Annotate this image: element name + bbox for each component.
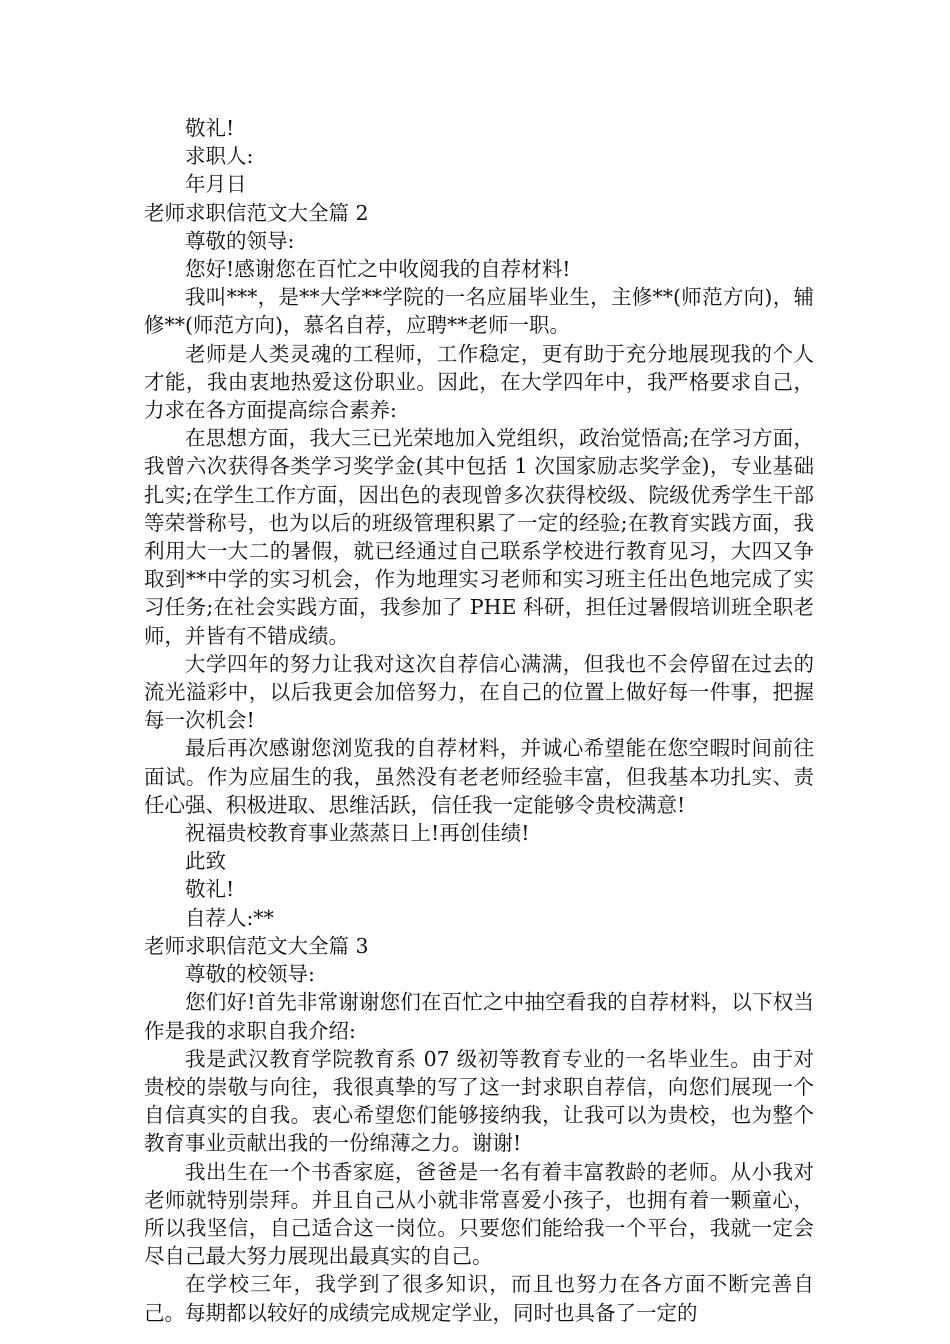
section-heading-3: 老师求职信范文大全篇 3 bbox=[144, 933, 369, 958]
signature-line: 自荐人:** bbox=[185, 905, 274, 930]
greeting: 您好!感谢您在百忙之中收阅我的自荐材料! bbox=[185, 257, 571, 282]
document-page bbox=[144, 114, 814, 1327]
body-paragraph: 您们好!首先非常谢谢您们在百忙之中抽空看我的自荐材料，以下权当作是我的求职自我介绍: bbox=[144, 990, 814, 1043]
closing-phrase: 此致 bbox=[185, 849, 226, 874]
body-paragraph: 我叫***，是**大学**学院的一名应届毕业生，主修**(师范方向)，辅修**(师范方向)，慕名自荐，应聘**老师一职。 bbox=[144, 285, 814, 338]
body-paragraph: 在思想方面，我大三已光荣地加入党组织，政治觉悟高;在学习方面，我曾六次获得各类学习奖学金(其中包括 1 次国家励志奖学金)，专业基础扎实;在学生工作方面，因出色的表现曾多次获得校级、院级优秀学生干部等荣誉称号，也为以后的班级管理积累了一定的经验;在教育实践方面，我利用大一大二的暑假，就已经通过自己联系学校进行教育见习，大四又争取到**中学的实习机会，作为地理实习老师和实习班主任出色地完成了实习任务;在社会实践方面，我参加了 PHE 科研，担任过暑假培训班全职老师，并皆有不错成绩。 bbox=[144, 426, 814, 648]
body-paragraph: 我出生在一个书香家庭，爸爸是一名有着丰富教龄的老师。从小我对老师就特别崇拜。并且自己从小就非常喜爱小孩子，也拥有着一颗童心，所以我坚信，自己适合这一岗位。只要您们能给我一个平台，我就一定会尽自己最大努力展现出最真实的自己。 bbox=[144, 1159, 814, 1269]
applicant-label: 求职人: bbox=[185, 144, 254, 169]
closing-salute: 敬礼! bbox=[185, 116, 235, 140]
body-paragraph: 大学四年的努力让我对这次自荐信心满满，但我也不会停留在过去的流光溢彩中，以后我更会加倍努力，在自己的位置上做好每一件事，把握每一次机会! bbox=[144, 651, 814, 733]
body-paragraph: 我是武汉教育学院教育系 07 级初等教育专业的一名毕业生。由于对贵校的崇敬与向往，我很真挚的写了这一封求职自荐信，向您们展现一个自信真实的自我。衷心希望您们能够接纳我，让我可以为贵校，也为整个教育事业贡献出我的一份绵薄之力。谢谢! bbox=[144, 1046, 814, 1156]
body-paragraph: 老师是人类灵魂的工程师，工作稳定，更有助于充分地展现我的个人才能，我由衷地热爱这份职业。因此，在大学四年中，我严格要求自己，力求在各方面提高综合素养: bbox=[144, 341, 814, 423]
salutation: 尊敬的校领导: bbox=[185, 962, 315, 987]
body-paragraph: 在学校三年，我学到了很多知识，而且也努力在各方面不断完善自己。每期都以较好的成绩完成规定学业，同时也具备了一定的 bbox=[144, 1272, 814, 1325]
date-line: 年月日 bbox=[185, 172, 247, 197]
wishes-line: 祝福贵校教育事业蒸蒸日上!再创佳绩! bbox=[185, 821, 530, 846]
section-heading-2: 老师求职信范文大全篇 2 bbox=[144, 200, 369, 225]
body-paragraph: 最后再次感谢您浏览我的自荐材料，并诚心希望能在您空暇时间前往面试。作为应届生的我，虽然没有老老师经验丰富，但我基本功扎实、责任心强、积极进取、思维活跃，信任我一定能够令贵校满意! bbox=[144, 736, 814, 817]
closing-salute: 敬礼! bbox=[185, 877, 235, 902]
salutation: 尊敬的领导: bbox=[185, 228, 295, 253]
